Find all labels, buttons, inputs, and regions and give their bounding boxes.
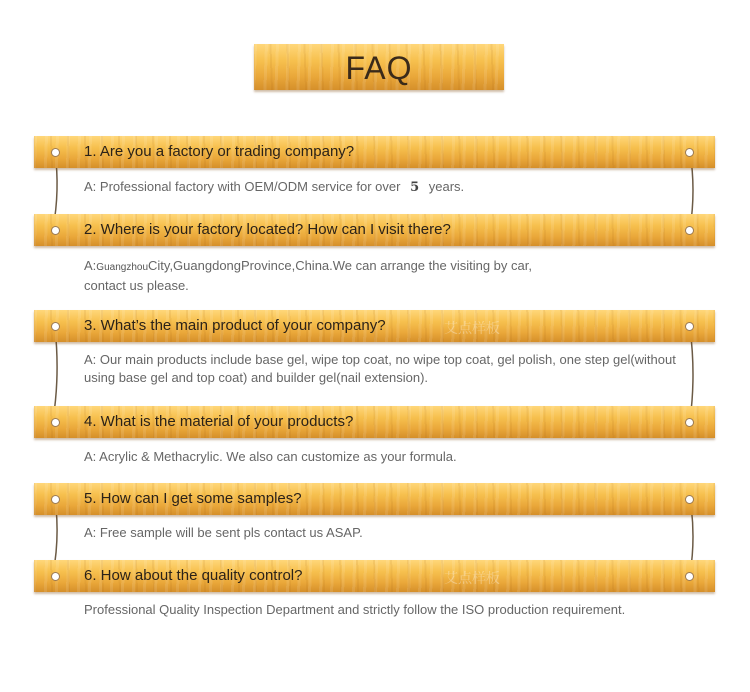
nail-icon <box>685 322 694 331</box>
question-text: 4. What is the material of your products? <box>84 413 354 430</box>
nail-icon <box>685 418 694 427</box>
answer-text: contact us please. <box>84 278 189 293</box>
answer-text: Professional Quality Inspection Department and strictly follow the ISO production requirement. <box>84 602 626 617</box>
faq-answer-1 <box>84 178 464 197</box>
nail-icon <box>685 572 694 581</box>
faq-answer-5 <box>84 524 363 542</box>
faq-question-1 <box>34 136 715 168</box>
question-text: 3. What’s the main product of your company? <box>84 317 386 334</box>
faq-question-5 <box>34 483 715 515</box>
answer-text: years. <box>428 179 465 194</box>
answer-text: A: <box>84 258 97 273</box>
faq-question-4 <box>34 406 715 438</box>
faq-answer-3 <box>84 351 694 387</box>
question-text: 6. How about the quality control? <box>84 567 303 584</box>
answer-text: A: Free sample will be sent pls contact us ASAP. <box>84 525 363 540</box>
answer-text: A: Our main products include base gel, wipe top coat, no wipe top coat, gel polish, one step gel(without <box>84 352 676 367</box>
nail-icon <box>685 148 694 157</box>
nail-icon <box>51 418 60 427</box>
page-title: FAQ <box>345 50 413 86</box>
answer-text: A: Professional factory with OEM/ODM service for over <box>84 179 401 194</box>
question-text: 5. How can I get some samples? <box>84 490 302 507</box>
nail-icon <box>51 148 60 157</box>
nail-icon <box>51 322 60 331</box>
nail-icon <box>51 572 60 581</box>
watermark: 艾点样板 <box>444 570 500 586</box>
nail-icon <box>685 495 694 504</box>
nail-icon <box>685 226 694 235</box>
years-number: 5 <box>410 180 420 195</box>
question-text: 2. Where is your factory located? How can I visit there? <box>84 221 451 238</box>
city-name: Guangzhou <box>96 262 149 273</box>
answer-text: City,GuangdongProvince,China.We can arrange the visiting by car, <box>148 258 532 273</box>
answer-text: using base gel and top coat) and builder gel(nail extension). <box>84 370 429 385</box>
faq-question-6 <box>34 560 715 592</box>
faq-question-3 <box>34 310 715 342</box>
nail-icon <box>51 495 60 504</box>
faq-answer-2 <box>84 257 532 295</box>
watermark: 艾点样板 <box>444 320 500 336</box>
nail-icon <box>51 226 60 235</box>
faq-question-2 <box>34 214 715 246</box>
question-text: 1. Are you a factory or trading company? <box>84 143 355 160</box>
faq-answer-4 <box>84 448 457 466</box>
faq-title-board <box>254 44 504 90</box>
answer-text: A: Acrylic & Methacrylic. We also can customize as your formula. <box>84 449 457 464</box>
faq-answer-6 <box>84 601 625 619</box>
